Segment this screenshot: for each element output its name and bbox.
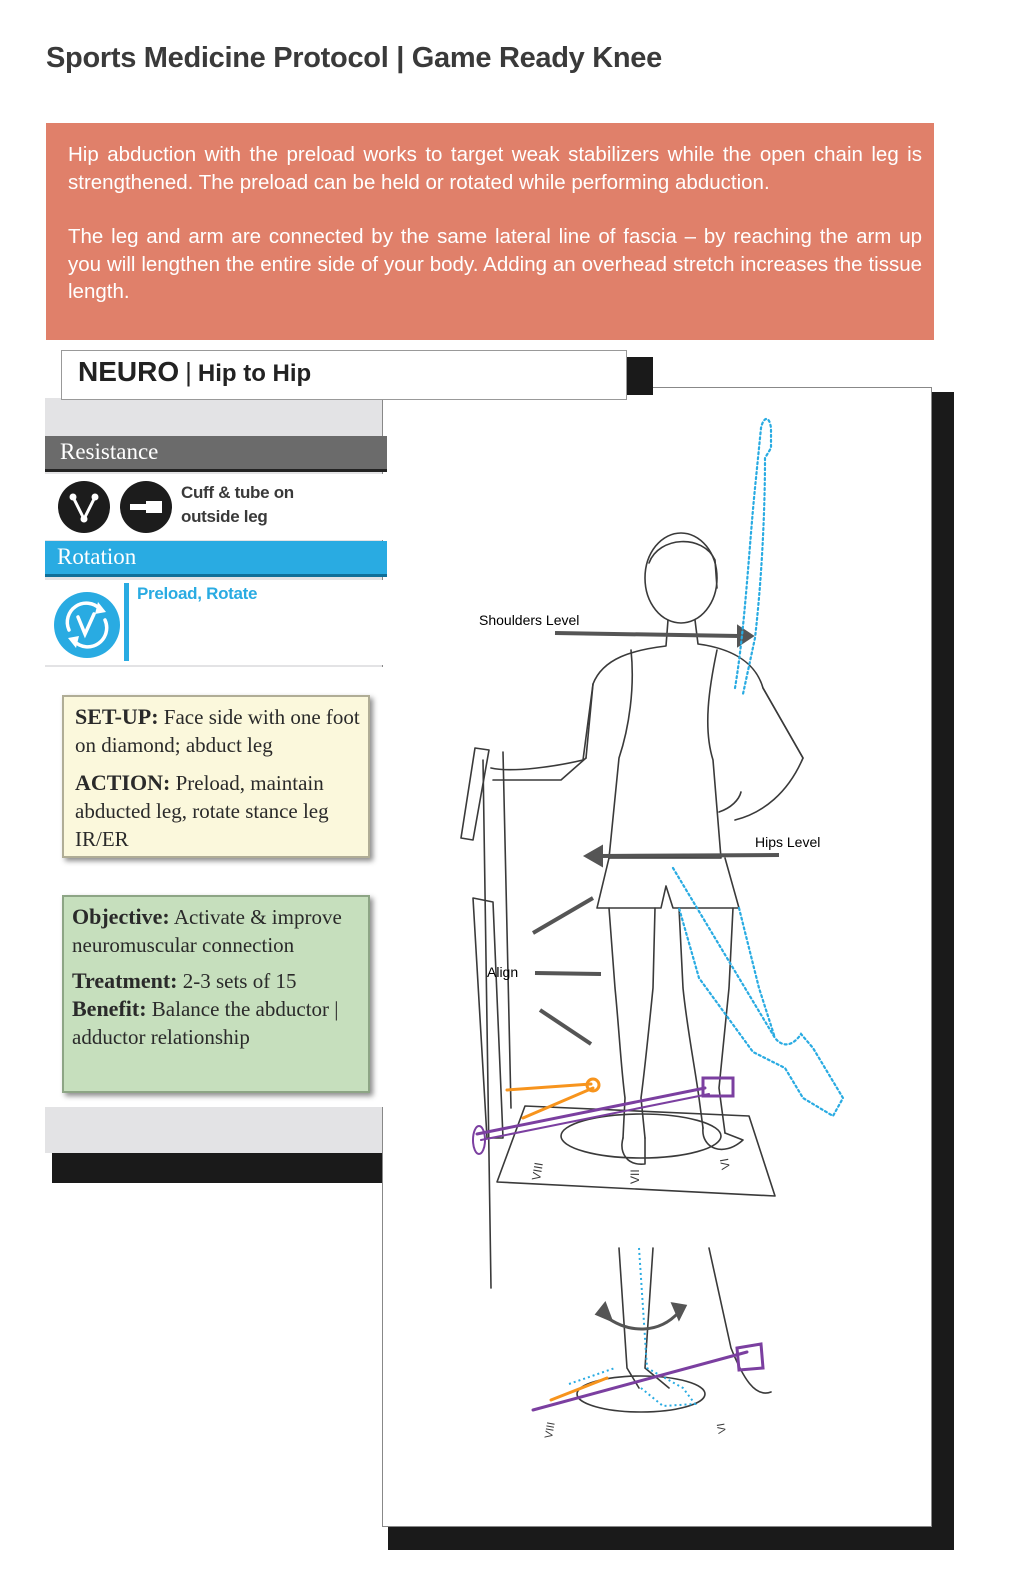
- band-y-icon: [58, 481, 110, 533]
- rotation-row: [45, 580, 387, 665]
- rotation-icon: [54, 592, 120, 658]
- label-align: Align: [487, 964, 519, 980]
- objective-text: Activate & improve neuromuscular connection: [72, 905, 342, 957]
- resistance-row: [45, 474, 387, 540]
- numeral-vii: VII: [628, 1169, 642, 1184]
- label-hips: Hips Level: [755, 834, 821, 850]
- benefit-label: Benefit:: [72, 996, 147, 1021]
- objective-card: [62, 895, 370, 1093]
- action-label: ACTION:: [75, 770, 171, 795]
- stretch-path: [673, 419, 843, 1116]
- action-line: [75, 769, 368, 853]
- exercise-separator: |: [185, 357, 192, 387]
- illustration-frame: [382, 387, 932, 1527]
- label-shoulders: Shoulders Level: [479, 612, 580, 628]
- rotation-arrow: [597, 1304, 685, 1329]
- numeral-viii: VIII: [529, 1161, 546, 1182]
- resistance-line-1: Cuff & tube on: [181, 483, 294, 502]
- setup-line: [75, 703, 368, 759]
- detail-numeral-viii: VIII: [543, 1421, 558, 1440]
- exercise-tab: [61, 350, 627, 400]
- detail-view: [533, 1248, 773, 1528]
- cuff-icon: [120, 481, 172, 533]
- rotation-description: Preload, Rotate: [137, 584, 258, 603]
- detail-numerals: [543, 1421, 729, 1439]
- resistance-line-2: outside leg: [181, 507, 268, 526]
- page-title: Sports Medicine Protocol | Game Ready Knee: [46, 42, 662, 74]
- treatment-label: Treatment:: [72, 968, 178, 993]
- exercise-illustration: [383, 388, 933, 1528]
- intro-box: [46, 123, 934, 340]
- setup-card: [62, 695, 370, 858]
- benefit-text: Balance the abductor | adductor relationship: [72, 997, 339, 1049]
- setup-label: SET-UP:: [75, 704, 159, 729]
- level-arrows: [533, 628, 779, 1044]
- exercise-category: NEURO: [78, 356, 180, 387]
- intro-paragraph-1: Hip abduction with the preload works to target weak stabilizers while the open chain leg is strengthened. The preload can be held or rotated while performing abduction.: [68, 143, 922, 194]
- action-text: Preload, maintain abducted leg, rotate stance leg IR/ER: [75, 771, 329, 851]
- objective-label: Objective:: [72, 904, 170, 929]
- detail-numeral-vi: VI: [715, 1422, 729, 1435]
- resistance-description: [181, 481, 294, 529]
- exercise-name: Hip to Hip: [197, 360, 312, 387]
- resistance-heading: Resistance: [45, 436, 387, 472]
- detail-band: [533, 1344, 763, 1410]
- objective-line: [72, 903, 368, 959]
- numeral-vi: VI: [717, 1157, 733, 1171]
- treatment-text: 2-3 sets of 15: [182, 969, 297, 993]
- setup-text: Face side with one foot on diamond; abduct leg: [75, 705, 360, 757]
- treatment-line: [72, 967, 368, 995]
- benefit-line: [72, 995, 368, 1051]
- rotation-heading: Rotation: [45, 541, 387, 577]
- rotation-divider: [124, 583, 129, 661]
- intro-paragraph-2: The leg and arm are connected by the same lateral line of fascia – by reaching the arm up you will lengthen the entire side of your body. Adding an overhead stretch increases the tissue length.: [68, 225, 922, 303]
